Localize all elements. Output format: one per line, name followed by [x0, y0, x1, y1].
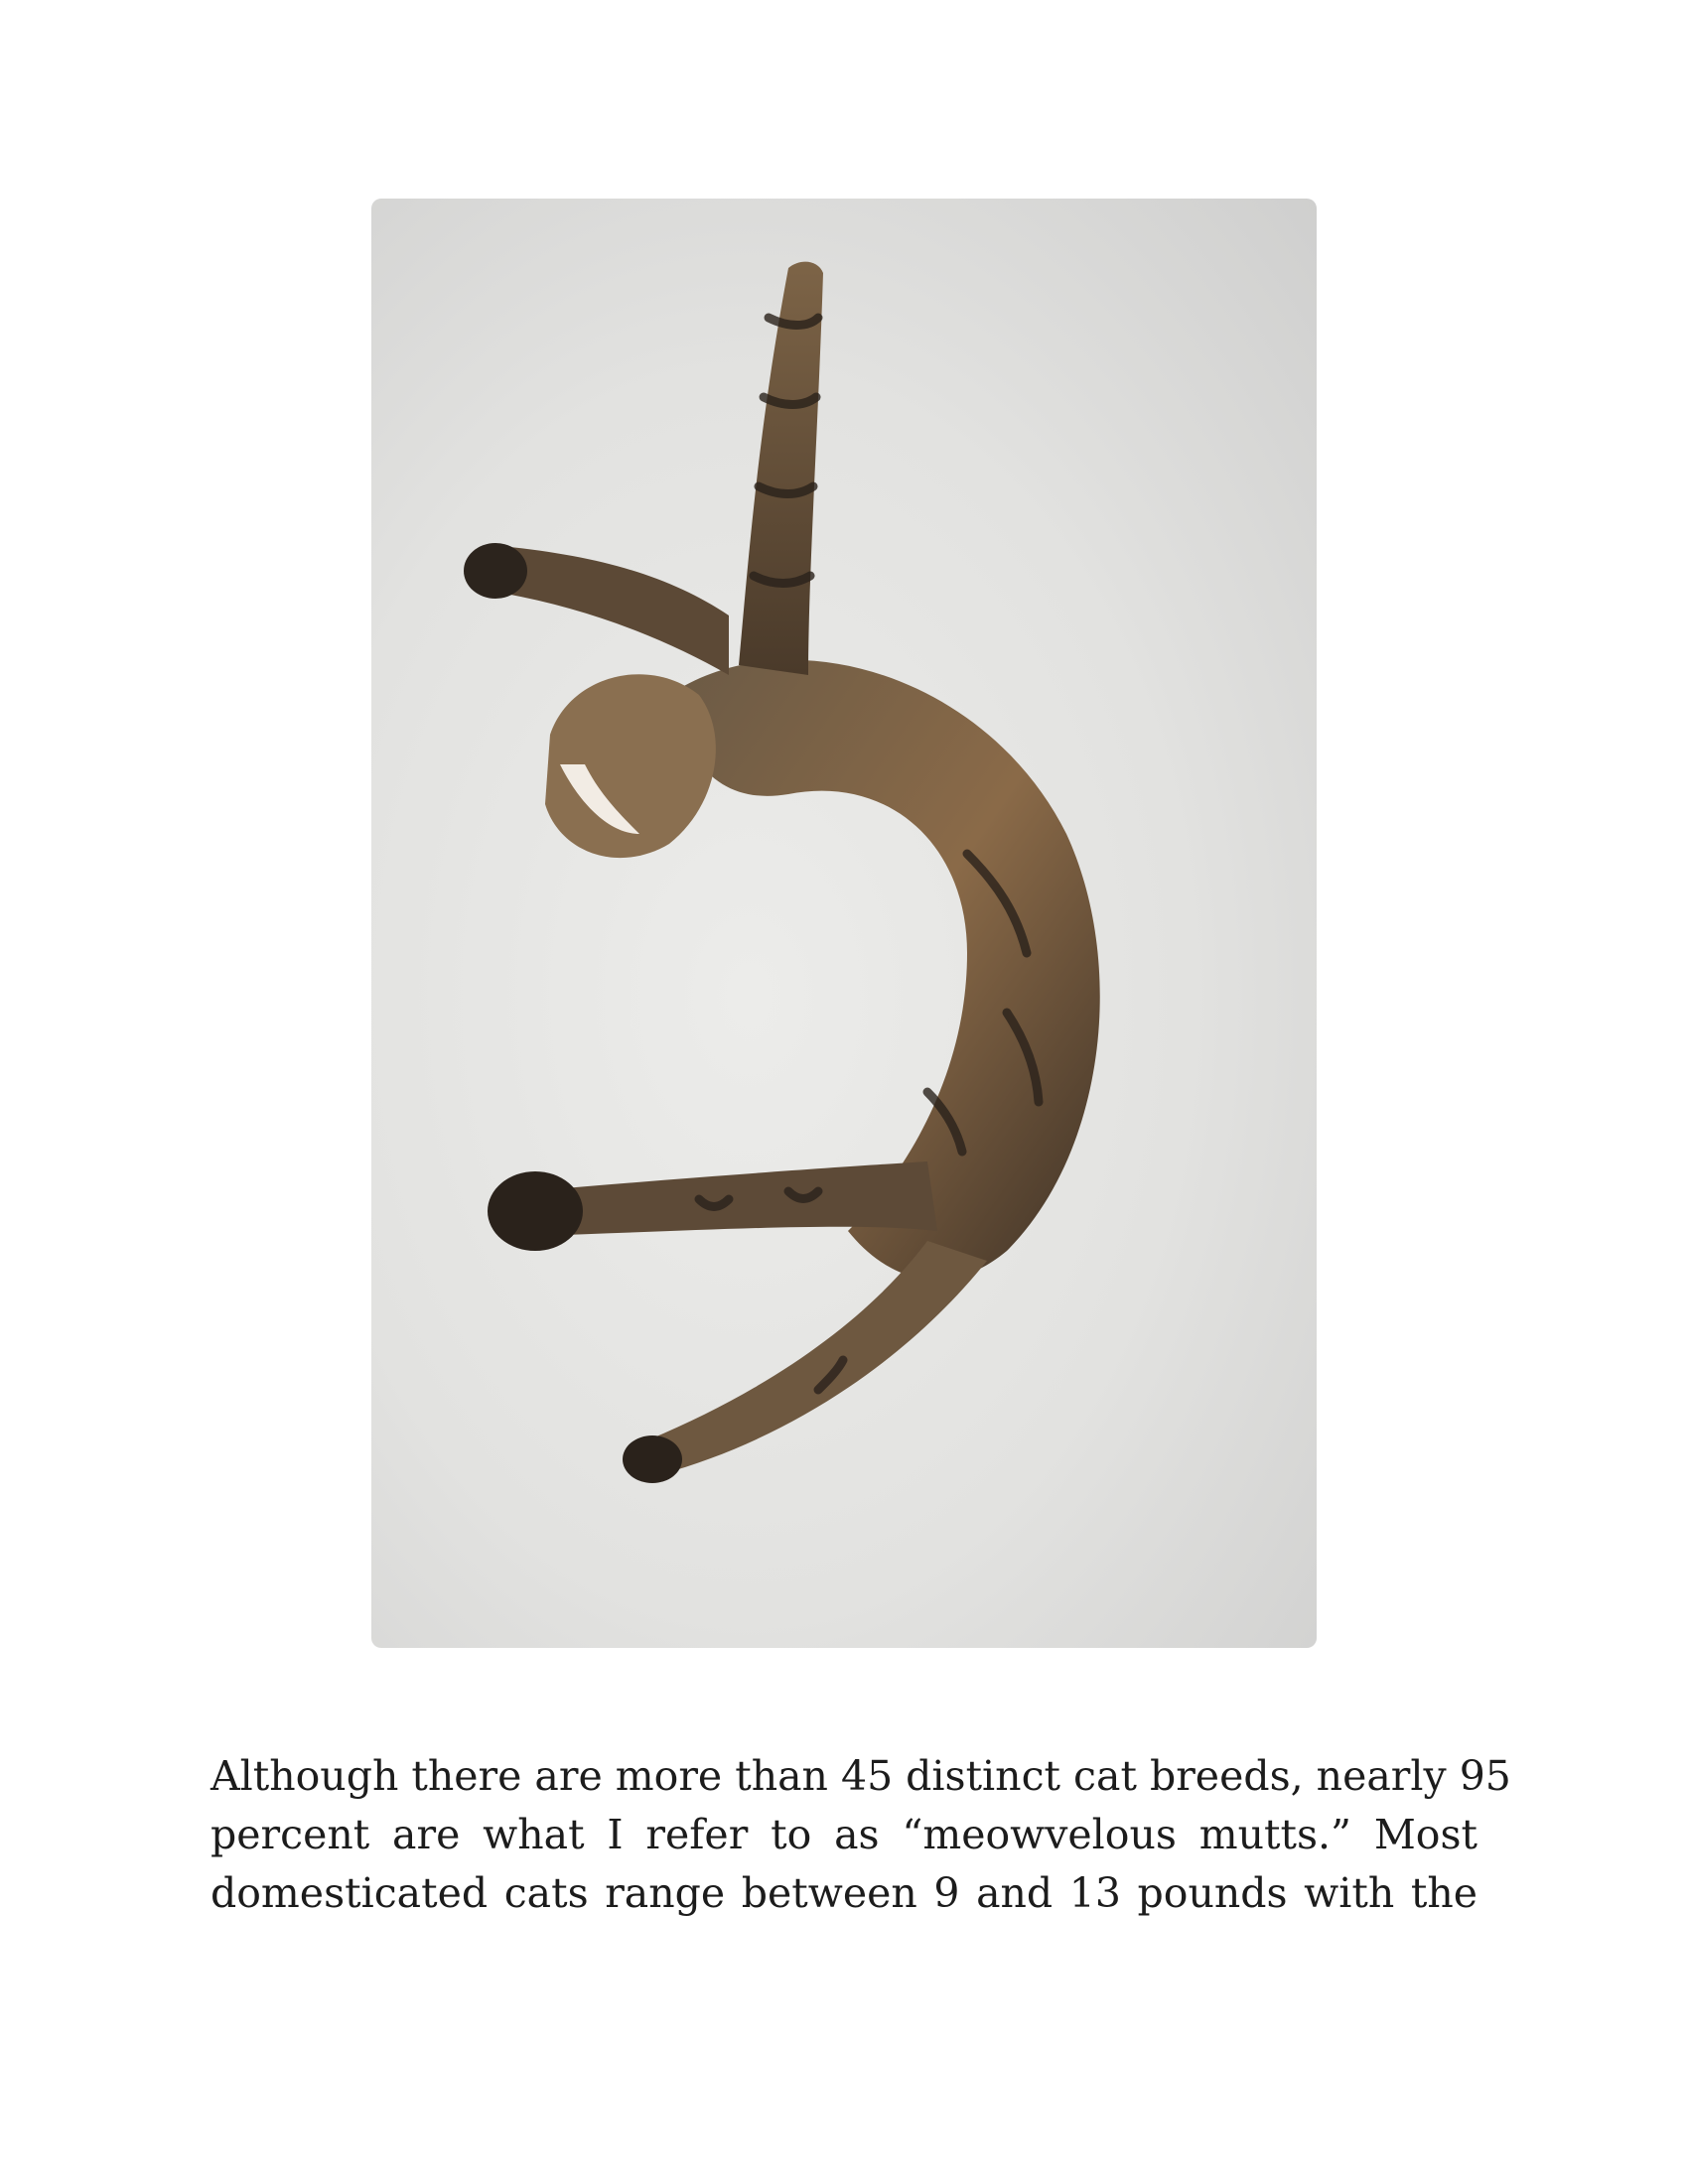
- paragraph-line: domesticated cats range between 9 and 13 pounds with the: [211, 1869, 1477, 1917]
- paragraph-line: percent are what I refer to as “meowvelous mutts.” Most: [211, 1811, 1477, 1858]
- cat-hind-leg: [639, 1241, 987, 1475]
- cat-photo: [371, 199, 1317, 1648]
- paragraph-line: Although there are more than 45 distinct cat breeds, nearly 95: [211, 1752, 1511, 1800]
- body-paragraph: [211, 1747, 1511, 1923]
- cat-illustration: [371, 199, 1317, 1648]
